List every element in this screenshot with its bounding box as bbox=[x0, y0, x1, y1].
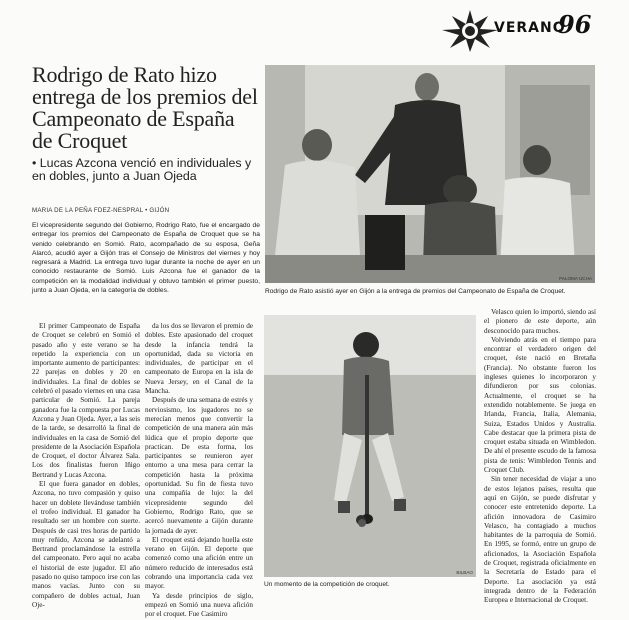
paragraph: Ya desde principios de siglo, empezó en Somió una nueva afición por el croquet. Fue Casimiro bbox=[145, 591, 253, 619]
byline bbox=[32, 207, 260, 214]
subheadline: • Lucas Azcona venció en individuales y en dobles, junto a Juan Ojeda bbox=[32, 156, 252, 183]
paragraph: Sin tener necesidad de viajar a uno de estos lejanos países, resulta que aquí en Gijón, se puede disfrutar y conocer este entretenido deporte. La afición innovadora de Casimiro Velasco, ha contagiado a muchos habitantes de la parroquia de Somió. En 1995, se formó, entre un grupo de aficionados, la Asociación Española de Croquet, registrada oficialmente en la Secretaría de Estado para el Deporte. La asociación ya está integrada dentro de la Federación Europea e Internacional de Croquet. bbox=[484, 475, 596, 605]
photo-credit: PALOMA UCHA bbox=[559, 276, 592, 281]
paragraph: El primer Campeonato de España de Croquet se celebró en Somió el pasado año y este verano se ha repetido la experiencia con un importante aumento de participantes: 22 parejas en dobles y 20 en individuales. La final de dobles se celebró el pasado viernes en una casa particular de Somió. La pareja ganadora fue la compuesta por Lucas Azcona y Juan Ojeda. Ayer, a las seis de la tarde, se desarrolló la final de individuales en la casa de Somió del presidente de la Asociación Española de Croquet, el doctor Álvarez Sala. Los dos finalistas fueron Iñigo Bertrand y Lucas Azcona. bbox=[32, 322, 140, 479]
location-tag: • GIJÓN bbox=[145, 207, 170, 214]
paragraph: Volviendo atrás en el tiempo para encontrar el verdadero origen del croquet, éste nació en Bretaña (Francia). No obstante fueron los ingleses quienes lo incorporaron y difundieron por sus colonias. Actualmente, el croquet se ha extendido notablemente. Se juega en Irlanda, Francia, Italia, Alemania, Suiza, Estados Unidos y Australia. Cabe destacar que la primera pista de croquet estaba situada en Wimbledon. De ahí el presente escudo de la famosa pista de tenis: Wimbledon Tennis and Croquet Club. bbox=[484, 335, 596, 475]
croquet-photo bbox=[264, 315, 476, 577]
paragraph: Después de una semana de estrés y nerviosismo, los jugadores no se merecían menos que convertir la competición de una manera aún más lúdica que el propio deporte que practican. De esta forma, los participantes se reunieron ayer entorno a una mesa para cerrar la competición hasta la próxima oportunidad. Su fin de fiesta tuvo una compañía de lujo: la del vicepresidente segundo del Gobierno, Rodrigo Rato, que se acercó nuevamente a Gijón durante la jornada de ayer. bbox=[145, 396, 253, 535]
sun-icon bbox=[440, 8, 500, 52]
awards-photo bbox=[265, 65, 595, 283]
photo-credit: BILBAO bbox=[456, 570, 473, 575]
text-column-1 bbox=[32, 322, 140, 610]
paragraph: Velasco quien lo importó, siendo así el pionero de este deporte, aún desconocido para muchos. bbox=[484, 308, 596, 335]
masthead-word: VERANO bbox=[494, 20, 566, 36]
paragraph: El que fuera ganador en dobles, Azcona, no tuvo compasión y quiso hacer un doblete llevándose también el trofeo individual. El ganador ha resultado ser un hombre con suerte. Después de casi tres horas de partido muy reñido, Azcona se adelantó a Bertrand proclamándose la estrella del campeonato. Pero aquí no acaba el historial de este jugador. El año pasado no quiso tampoco irse con las manos vacías. Junto con su compañero de dobles actual, Juan Oje- bbox=[32, 480, 140, 609]
paragraph: da los dos se llevaron el premio de dobles. Este apasionado del croquet desde la infancia tendrá la oportunidad, dada su victoria en individuales, de participar en el campeonato de Europa en la isla de Nueva Jersey, en el Canal de la Mancha. bbox=[145, 322, 253, 396]
photo-caption: Rodrigo de Rato asistió ayer en Gijón a la entrega de premios del Campeonato de España de Croquet. bbox=[265, 288, 566, 295]
photo-caption: Un momento de la competición de croquet. bbox=[264, 581, 390, 588]
text-column-2 bbox=[145, 322, 253, 620]
section-masthead bbox=[440, 8, 620, 52]
headline: Rodrigo de Rato hizo entrega de los premios del Campeonato de España de Croquet bbox=[32, 62, 258, 153]
author-name: MARIA DE LA PEÑA FDEZ-NESPRAL bbox=[32, 207, 144, 214]
masthead-year: 96 bbox=[558, 10, 592, 39]
lead-paragraph: El vicepresidente segundo del Gobierno, Rodrigo Rato, fue el encargado de entregar los premios del Campeonato de España de Croquet que se ha venido celebrando en Somió. Rato, acompañado de su esposa, Geña Alarcó, acudió ayer a Gijón tras el Consejo de Ministros del viernes y hoy regresará a Madrid. La entrega tuvo lugar durante la noche de ayer en un conocido restaurante de Somió. Luis Azcona fue el ganador de la competición en la modalidad individual y obtuvo también el primer puesto, junto a Juan Ojeda, en la categoría de dobles. bbox=[32, 222, 260, 295]
paragraph: El croquet está dejando huella este verano en Gijón. El deporte que comenzó como una afición entre un número reducido de interesados está cobrando una importancia cada vez mayor. bbox=[145, 535, 253, 591]
text-column-3 bbox=[484, 308, 596, 606]
